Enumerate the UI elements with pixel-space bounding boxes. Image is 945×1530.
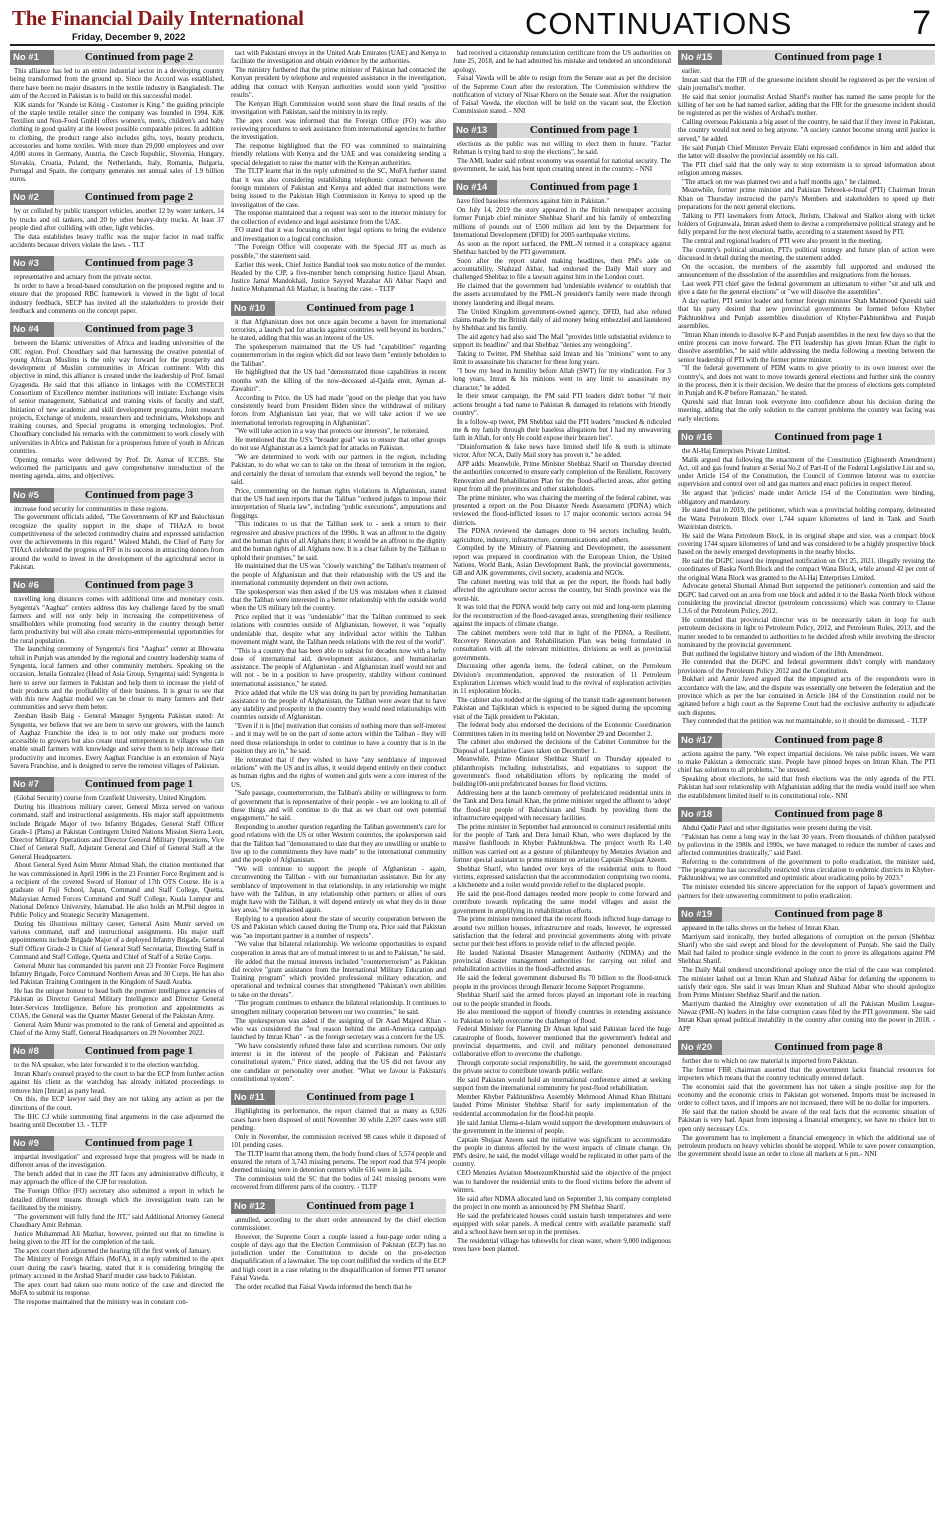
paragraph: Earlier this week, Chief Justice Bandial took suo motu notice of the murder. Headed by the CJP, a five-member bench comprising Justice Ijazul Ahsan, Justice Jamal Mandokhail, Justice Sayyed Mazahar Ali Akbar Naqvi and Justice Mohammad Ali Mazhar, is hearing the case. - TLTP: [231, 261, 446, 294]
paragraph: "Disinformation & fake news have limited shelf life & truth is ultimate victor. After NCA, Daily Mail story has proven it," he added.: [453, 444, 671, 460]
paragraph: The spokesperson was then asked if the US was mistaken when it claimed that the Taliban were interested in a better relationship with the outside world when the US military left the country.: [231, 588, 446, 613]
article-body: [10, 506, 224, 573]
paragraph: Soon after the report stated making headlines, then PM's aide on accountability, Shahzad Akbar, had endorsed the Daily Mail story and challenged Shehbaz to file a lawsuit against him in the London court.: [453, 257, 671, 282]
continued-label: Continued from page 2: [54, 190, 224, 205]
paragraph: CEO Menzies Aviation MoetezumKhurshid said the objective of the project was to handover the residential units to the flood victims before the advent of winters.: [453, 1170, 671, 1194]
paragraph: Qureshi said that Imran took everyone into confidence about his decision during the meeting, adding that the only solution to the current problems the country was facing was early elections.: [678, 398, 935, 423]
article: [10, 322, 224, 481]
article-body: [10, 596, 224, 771]
article-header: [10, 256, 224, 271]
article-number-tag: No #6: [10, 578, 54, 593]
paragraph: travelling long distances comes with additional time and monetary costs. Syngenta's "Aaghaz" centers address this key challenge faced by the small farmers and will not only help in increasing the competitiveness of smallholders while promoting food security in the country through better farm productivity but will also create micro-entrepreneurial opportunities for the rural population.: [10, 596, 224, 645]
paragraph: The Kenyan High Commission would soon share the final results of the investigation with Pakistan, said the ministry in its reply.: [231, 100, 446, 116]
article-header: [231, 1199, 446, 1214]
paragraph: Meanwhile, former prime minister and Pakistan Tehreek-e-Insaf (PTI) Chairman Imran Khan on Thursday instructed the party's Members and stakeholders to speed up their preparations for the next general elections.: [678, 187, 935, 211]
article-body: [231, 319, 446, 1085]
paragraph: Justice Muhammad Ali Mazhar, however, pointed out that no timeline is being given to the JIT for the completion of the task.: [10, 1230, 224, 1246]
article: [10, 578, 224, 771]
paragraph: The response highlighted that the FO was committed to maintaining friendly relations with Kenya and the UAE and was considering sending a special delegation to raise the matter with the Kenyan authorities.: [231, 143, 446, 167]
paragraph: The government officials added, "The Governments of KP and Balochistan recognize the quality support in the shape of THAzA to boost competitiveness of the selected commodity chains and expressed satisfaction over the achievements in this regard." Waleed Mahdi, the Chief of Party for THAzA celebrated the progress of FtF in its success in attracting donors from around the world to invest in the development of the agricultural sector in Pakistan.: [10, 514, 224, 571]
paragraph: "We value that bilateral relationship. We welcome opportunities to expand cooperation in areas that are of mutual interest to us and to Pakistan," he said.: [231, 941, 446, 957]
article-body: [678, 751, 935, 801]
paragraph: According to Price, the US had made "good on the pledge that you have consistently heard from President Biden since the withdrawal of military forces from Afghanistan last year, that we will take action if we see international terrorists regrouping in Afghanistan".: [231, 394, 446, 427]
paragraph: Referring to the commitment of the government to polio eradication, the minister said, "The programme has successfully restricted virus circulation to endemic districts in Khyber-Pakhtunkhwa; we are committed and optimistic about eradicating polio by 2023.": [678, 858, 935, 883]
paragraph: "This is a country that has been able to subsist for decades now with a hefty dose of international aid, development assistance, and humanitarian assistance. The people of Afghanistan - and Afghanistan itself would not and will not - be in a position to have prosperity, stability without continued international assistance," he stated.: [231, 647, 446, 688]
article-header: [678, 430, 935, 445]
continued-label: Continued from page 1: [722, 50, 935, 65]
paragraph: actions against the party. "We expect impartial decisions. We raise public issues. We want to make Pakistan a democratic state. People have pinned hopes on Imran Khan. The PTI chief has solutions to all problems," he stressed.: [678, 750, 935, 775]
article-body: [678, 1058, 935, 1159]
paragraph: The data establishes heavy traffic was the major factor in road traffic accidents because drivers violate the laws. - TLT: [10, 233, 224, 250]
paragraph: A day earlier, PTI senior leader and former foreign minister Shah Mahmood Qureshi said that his party desired that new provincial governments be formed before Khyber Pakhtunkhwa and Punjab assemblies dissolution of Khyber-Pakhtunkhwa and Punjab assemblies.: [678, 298, 935, 330]
article-number-tag: No #9: [10, 1136, 54, 1151]
article: [678, 1040, 935, 1159]
paragraph: He maintained that the US was "closely watching" the Taliban's treatment of the people of Afghanistan and that their relationship with the US and the international community dependent on their own actions.: [231, 563, 446, 587]
article-header: [10, 322, 224, 337]
paragraph: Only in November, the commission received 98 cases while it disposed of 101 pending cases.: [231, 1133, 446, 1149]
article-body: [678, 825, 935, 901]
column-1: [10, 50, 224, 1522]
paragraph: The response maintained that a request was sent to the interior ministry for the collection of evidence and legal assistance from the UAE.: [231, 210, 446, 226]
paragraph: The launching ceremony of Syngenta's first "Aaghaz" center at Bhowana tehsil in Punjab was attended by the regional and country leadership teams of Syngenta, local farmers and other community members. Speaking on the occasion, Jenaila Gonzalez (Head of Asia Group, Syngenta) said: Syngenta is here to serve our farmers in Pakistan and help them to increase the yield of their products and the profitability of their business. It is great to see that with this new Aaghaz model we can be closer to many farmers and their communities and serve them better.: [10, 646, 224, 712]
paragraph: The minister extended his sincere appreciation for the support of Japan's government and partners for their unwavering commitment to polio eradication.: [678, 884, 935, 900]
article-number-tag: No #17: [678, 733, 722, 748]
continued-label: Continued from page 1: [275, 1090, 446, 1105]
paragraph: increase food security for communities in these regions.: [14, 505, 169, 513]
article: [678, 430, 935, 727]
paragraph: The United Kingdom government-owned agency, DFID, had also refuted claims made by the British daily of aid money being embezzled and laundered by Shehbaz and his family.: [453, 308, 671, 333]
paragraph: Calling overseas Pakistanis a big asset of the country, he said that if they invest in Pakistan, the country would not need to beg anyone. "A society cannot become strong until justice is served," he added.: [678, 119, 935, 143]
paragraph: Federal Minister for Planning Dr Ahsan Iqbal said Pakistan faced the huge catastrophe of floods, however mentioned that the government's federal and provincial departments, and civil and military personnel demonstrated collaborative effort to overcome the challenge.: [453, 1026, 671, 1059]
continued-label: Continued from page 2: [54, 50, 224, 65]
paragraph: APP adds: Meanwhile, Prime Minister Shehbaz Sharif on Thursday directed the authorities concerned to ensure early completion of the Resilient, Recovery Renovation and Rehabilitation Plan for the flood-affected areas, after getting input from all the provinces and other stakeholders.: [453, 461, 671, 493]
paragraph: have filed baseless references against him in Pakistan.": [457, 198, 610, 206]
continued-label: Continued from page 1: [54, 1136, 224, 1151]
continued-label: Continued from page 8: [722, 1040, 935, 1055]
paragraph: Abdul Qadir Patel and other dignitaries were present during the visit.: [682, 824, 873, 832]
paragraph: The economist said that the government has not taken a single positive step for the economy and the economic crisis in Pakistan got worsened. Imports must be increased in order to collect taxes, and if imports are not increased, there will be no dollar for importers.: [678, 1083, 935, 1108]
paragraph: "The government will fully fund the JIT," said Additional Attorney General Chaudhary Amir Rehman.: [10, 1213, 224, 1229]
paragraph: He said that senior journalist Arshad Sharif's mother has named the same people for the killing of her son he had named earlier, adding that the FIR for the gruesome incident should be registered as per the wishes of Arshad's mother.: [678, 93, 935, 118]
article-body: [453, 198, 671, 1254]
continued-label: Continued from page 1: [722, 430, 935, 445]
paragraph: The government has to implement a financial emergency in which the additional use of petroleum products on heavy vehicles should be stopped. While to save power consumption, the government should issue an order to close all markets at 6 pm.- NNI: [678, 1134, 935, 1159]
article-body: [231, 50, 446, 295]
paragraph: Through corporate social responsibility, he said, the government encouraged the private sector to contribute towards public welfare.: [453, 1060, 671, 1076]
paragraph: The AML leader said robust economy was essential for national security. The government, he said, has bent upon creating unrest in the country. - NNI: [453, 157, 671, 174]
article-header: [678, 1040, 935, 1055]
paragraph: Imran said that the FIR of the gruesome incident should be registered as per the version of slain journalist's mother.: [678, 76, 935, 93]
paragraph: Price, commenting on the human rights violations in Afghanistan, stated that the US had seen reports that the Taliban "ordered judges to impose their interpretation of Sharia law", including "public executions", amputations and floggings.: [231, 487, 446, 520]
page-number: 7: [912, 4, 931, 42]
continued-label: Continued from page 1: [275, 1199, 446, 1214]
paragraph: Price replied that it was "undeniable" that the Taliban continued to seek relations with countries outside of Afghanistan, however, it was "equally undeniable that, despite what any individual actor within the Taliban movement might want, the Taliban needs relations with the rest of the world".: [231, 614, 446, 646]
article-number-tag: No #10: [231, 301, 275, 316]
paragraph: impartial investigation" and expressed hope that progress will be made in different areas of the investigation.: [10, 1154, 224, 1170]
paragraph: Talking to PTI lawmakers from Attock, Jhelum, Chakwal and Sialkot along with ticket holders of Gujranwala, Imran asked them to devise a comprehensive political strategy and be fully prepared for the next electoral battle, according to a statement issued by PTI.: [678, 212, 935, 237]
paragraph: appeared in the talks shows on the behest of Imran Khan.: [682, 924, 840, 932]
paragraph: The Foreign Office (FO) secretary also submitted a report in which he detailed different means through which the investigation team can be facilitated by the ministry.: [10, 1188, 224, 1212]
article: [10, 488, 224, 573]
paragraph: "Even if it is [the] motivation that consists of nothing more than self-interest - and it may well be on the part of some actors within the Taliban - they will need those relationships in order to continue to have a country that is in the position they are in," he said.: [231, 723, 446, 755]
paragraph: The prime minister mentioned that the recent floods inflicted huge damage to around two million houses, infrastructure and roads, however, he expressed satisfaction that the federal and provincial governments along with private sector put their best efforts to provide relief to the affected people.: [453, 916, 671, 949]
paragraph: The apex court was informed that the Foreign Office (FO) was also reviewing procedures to seek assistance from international agencies to further the investigation.: [231, 117, 446, 142]
paragraph: The federal body also endorsed the decisions of the Economic Coordination Committees taken in its meeting held on November 29 and December 2.: [453, 722, 671, 738]
paragraph: He contended that provincial director was to be necessarily taken in loop for such petroleum decisions in light to Petroleum Policy, 2012, and Petroleum Rules, 2013, and the matter needed to be remanded to authorities to be decided afresh while involving the director nominated by the provincial government.: [678, 616, 935, 649]
paragraph: He said Jamiat Ulema-e-Islam would support the development endeavours of the government in the interest of people.: [453, 1119, 671, 1135]
paragraph: Compiled by the Ministry of Planning and Development, the assessment report was prepared in coordination with the European Union, the United Nations, World Bank, Asian Development Bank, the provincial governments, GB and AJK governments, civil society, academia and NGOs.: [453, 545, 671, 578]
article-body: [10, 274, 224, 316]
paragraph: Opening remarks were delivered by Prof. Dr. Asmat of ICCBS. She welcomed the participants and gave comprehensive introduction of the meeting agenda, aims, and objectives.: [10, 456, 224, 481]
paragraph: Addressing here at the launch ceremony of prefabricated residential units in the Tank and Dera Ismail Khan, the prime minister urged the affluent to 'adopt' the flood-hit people of Balochistan and Sindh by providing them the infrastructure equipped with necessary facilities.: [453, 790, 671, 822]
article-number-tag: No #11: [231, 1090, 275, 1105]
paragraph: The spokesperson was asked if the assigning of Dr Asad Majeed Khan - who was considered the "real reason behind the anti-America campaign launched by Imran Khan" - as the foreign secretary was a concern for the US.: [231, 1017, 446, 1042]
paragraph: KiK stands for "Kunde ist König - Customer is King." the guiding principle of the staple textile retailer since the company was founded in 1994. KiK Textilien und Non-Food GmbH offers women's, men's, children's and baby clothing in good quality at the lowest possible comparable prices. In addition to clothing, the product range also includes gifts, toys, beauty products, accessories and home textiles. With more than 29,000 employees and over 4,000 stores in Germany, Austria, the Czech Republic, Slovenia, Hungary, Slovakia, Croatia, Poland, the Netherlands, Italy, Romania, Bulgaria, Portugal and Spain, the company generates net annual sales of 1.9 billion euros.: [10, 101, 224, 184]
paragraph: Shehbaz Sharif, who handed over keys of the residential units to flood victims, expressed satisfaction that the accommodation comprising two rooms, a kitchenette and a toilet would provide relief to the displaced people.: [453, 865, 671, 890]
article-body: [231, 1108, 446, 1192]
article-header: [10, 190, 224, 205]
paragraph: "We will take action in a way that protects our interests", he reiterated.: [235, 428, 430, 436]
paragraph: General Asim Munir was promoted to the rank of General and appointed as Chief of the Army Staff, General Headquarters on 29 November 2022.: [10, 1021, 224, 1038]
paragraph: The order recalled that Faisal Vawda informed the bench that he: [235, 1283, 412, 1291]
paragraph: The country's political situation, PTI's political strategy and future plan of action were discussed in detail during the meeting, the statement added.: [678, 246, 935, 263]
paragraph: it that Afghanistan does not once again become a haven for international terrorists, a launch pad for attacks against countries well beyond its borders," he stated, adding that this was an interest of the US.: [231, 318, 446, 343]
paragraph: He said the post-flood damages needed more people to come forward and contribute towards replicating the same model villages and assist the government in amplifying its rehabilitation efforts.: [453, 890, 671, 915]
paragraph: Responding to another question regarding the Taliban government's care for good relations with the US or other Western countries, the spokesperson said that the Taliban had "demonstrated to date that they are unwilling or unable to live up to the commitments they have made" to the international community and the people of Afghanistan.: [231, 824, 446, 865]
paragraph: Taking to Twitter, PM Shehbaz said Imran and his "minions" went to any limit to assassinate his character for these long years.: [453, 350, 671, 367]
article-number-tag: No #7: [10, 777, 54, 792]
paragraph: He said the Wana Petroleum Block, in its original shape and size, was a compact block covering 1744 square kilometres of land and was considered to be a highly prospective block based on the newly emerged developments in the nearby blocks.: [678, 532, 935, 557]
paragraph: In their smear campaign, the PM said PTI leaders didn't bother "if their actions brought a bad name to Pakistan & damaged its relations with friendly country".: [453, 393, 671, 417]
paragraph: On the occasion, the members of the assembly full supported and endorsed the announcement of the dissolution of the assemblies and resignations from the houses.: [678, 263, 935, 280]
column-2: [231, 50, 446, 1522]
article-header: [678, 733, 935, 748]
article-body: [231, 1217, 446, 1293]
article: [678, 50, 935, 424]
continued-label: Continued from page 3: [54, 256, 224, 271]
paragraph: The apex court had taken suo motu notice of the case and directed the MoFA to submit its response.: [10, 1281, 224, 1298]
paragraph: further due to which no raw material is imported from Pakistan.: [682, 1057, 858, 1065]
paragraph: He has the unique honour to head both the premier intelligence agencies of Pakistan as Director General Military Intelligence and Director General Inter-Services Intelligence. Before his promotion and appointments as COAS, the General was the Quarter Master General of the Pakistan Army.: [10, 988, 224, 1020]
article-number-tag: No #20: [678, 1040, 722, 1055]
continued-label: Continued from page 1: [497, 180, 671, 195]
paragraph: He also mentioned the support of friendly countries in extending assistance to Pakistan to help overcome the challenge of flood.: [453, 1009, 671, 1025]
masthead-rule: [10, 44, 935, 46]
paragraph: The response maintained that the ministry was in constant con-: [14, 1298, 188, 1306]
article: [453, 123, 671, 175]
paragraph: FO stated that it was focusing on other legal options to bring the evidence and investigation to a logical conclusion.: [231, 227, 446, 243]
paragraph: had received a citizenship renunciation certificate from the US authorities on June 25, 2018, and he had admitted his mistake and tendered an unconditional apology.: [453, 50, 671, 74]
article-body: [10, 208, 224, 250]
article: [10, 190, 224, 250]
paragraph: earlier.: [682, 68, 701, 75]
paragraph: between the Islamic universities of Africa and leading universities of the OIC region. Prof. Choudhary said that harnessing the creative potential of young African Muslims is the only way forward for the prosperity and development of Muslim communities in African continent. With this objective in mind, this alliance is created under the leadership of Prof. Ismail Gyagenda. He said that this alliance in linkages with the COMSTECH Consortium of Excellence member institutions will initiate: Exchange visits of senior management, Sabbatical and training visits of faculty and staff, Initiation of new academic and skill development programs, Joint research projects, Exchange of students, researchers and technicians, Workshops and training courses, and Special programs in emerging technologies. Prof. Choudhary concluded his remarks with the commitment to work closely with universities in Africa and Pakistan for a prosperous future of youth in African countries.: [10, 340, 224, 455]
article: [10, 256, 224, 316]
paragraph: Speaking about elections, he said that fresh elections was the only agenda of the PTI. Pakistan had sour relationship with Afghanistan adding that the media would itself see when the establishment limited itself to its constitutional role.- NNI: [678, 775, 935, 800]
paragraph: Captain Shujaat Azeem said the initiative was significant to accommodate the people in distress affected by the worst impacts of climate change. On PM's desire, he said, the model village would be replicated in other parts of the country.: [453, 1136, 671, 1169]
article: [678, 807, 935, 901]
paragraph: Imran Khan's counsel prayed to the court to bar the ECP from further action against his client as the watchdog has already initiated proceedings to remove him [Imran] as party head.: [10, 1071, 224, 1095]
article-header: [678, 50, 935, 65]
continued-label: Continued from page 8: [722, 733, 935, 748]
paragraph: He lauded National Disaster Management Authority (NDMA) and the provincial disaster management authorities for carrying out relief and rehabilitation activities in the flood-affected areas.: [453, 949, 671, 974]
paragraph: to the NA speaker, who later forwarded it to the election watchdog.: [14, 1062, 200, 1070]
column-3: [453, 50, 671, 1522]
paragraph: The cabinet also endorsed the decisions of the Cabinet Committee for the Disposal of Legislative Cases taken on December 1.: [453, 739, 671, 755]
article-header: [678, 807, 935, 822]
paragraph: He stated that in 2019, the petitioner, which was a provincial holding company, delineated the Wana Petroleum Block over 1,744 square kilometres of land in Tank and South Waziristan districts.: [678, 507, 935, 531]
paragraph: "The attack on me was planned two and a half months ago," he claimed.: [682, 178, 882, 186]
paragraph: The PDNA reviewed the damages done to 94 sectors including health, agriculture, industry, infrastructure, communications and others.: [453, 528, 671, 544]
paragraph: Faisal Vawda will be able to resign from the Senate seat as per the decision of the Supreme Court after the restoration. The Commission withdrew the notification of victory of Nisar Khoro on the Senate seat. After the resignation of Faisal Vawda, the election will be held on the vacant seat, the Election Commission stated. - NNI: [453, 75, 671, 116]
article-header: [678, 907, 935, 922]
paragraph: "We are determined to work with our partners in the region, including Pakistan, to do what we can to take on the threat of terrorism in the region, and certainly the threat of terrorism that extends well beyond the region," he said.: [231, 454, 446, 486]
paragraph: The Daily Mail tendered unconditional apology once the trial of the case was completed. The minister lashed out at Imran Khan and Shahzad Akbar for defaming the opponents to satisfy their egos. She said it was Imran Khan and Shahzad Akbar who should apologize from Prime Minister Shehbaz Sharif and the nation.: [678, 967, 935, 1000]
article: [231, 1090, 446, 1192]
paragraph: He added that the mutual interests included "counterterrorism" as Pakistan did receive "grant assistance from the International Military Education and Training program" which provided professional military education, and operational and technical courses that strengthened "Pakistan's own abilities to take on the threats".: [231, 958, 446, 999]
article-number-tag: No #12: [231, 1199, 275, 1214]
article: [10, 1044, 224, 1130]
paragraph: In a follow-up tweet, PM Shehbaz said the PTI leaders "mocked & ridiculed me & my family through their baseless allegations but I had my unwavering faith in Allah, for only He could expose their brazen lies".: [453, 418, 671, 443]
paragraph: Marriyum said ironically, they hurled allegations of corruption on the person (Shehbaz Sharif) who she said swept and blood for the development of Punjab. She said the Daily Mail had failed to produce single evidence in the court to prove its allegations against PM Shehbaz Sharif.: [678, 933, 935, 966]
paragraph: He said after NDMA allocated land on September 3, his company completed the project in one month as announced by PM Shehbaz Sharif.: [453, 1195, 671, 1211]
paragraph: The Ministry of Foreign Affairs (MoFA), in a reply submitted to the apex court during the case's hearing, stated that it is considering bringing the primary accused in the Arshad Sharif murder case back to Pakistan.: [10, 1256, 224, 1281]
article-body: [453, 141, 671, 175]
paragraph: The cabinet meeting was told that as per the report, the floods had badly affected the agriculture sector across the country, but Sindh province was the worst-hit.: [453, 579, 671, 603]
article: [231, 50, 446, 295]
paragraph: In order to have a broad-based consultation on the proposed regime and to ensure that the proposed RBC framework is viewed in the light of local industry feedback, SECP has invited all the stakeholders to provide their feedback and comments on the concept paper.: [10, 283, 224, 315]
paragraph: "Pakistan has come a long way in the last 30 years. From thousands of children paralysed by poliovirus in the 1980s and 1990s, we have managed to reduce the number of cases and affected communities drastically," said Patel.: [678, 833, 935, 858]
newspaper-title: The Financial Daily International: [12, 6, 304, 30]
article-number-tag: No #5: [10, 488, 54, 503]
article-body: [10, 1062, 224, 1130]
paragraph: About General Syed Asim Munir Ahmad Shah, the citation mentioned that he was commissioned in April 1986 in the 23 Frontier Force Regiment and is a recipient of the coveted Sword of Honour of 17th OTS Course. He is a graduate of Fuji School, Japan, Command and Staff College, Quetta, Malaysian Armed Forces Command and Staff College, Kuala Lumpur and National Defence University, Islamabad. He also holds an M.Phil degree in Public Policy and Strategic Security Management.: [10, 862, 224, 920]
paragraph: The cabinet members were told that in light of the PDNA, a Resilient, Recovery Renovation and Rehabilitation Plan was being formulated in consultation with all the relevant ministries, divisions as well as provincial governments.: [453, 629, 671, 662]
paragraph: "If the federal government of PDM wants to give priority to its own interest over the country's, and does not want to move towards general elections and further sink the country in the process, then it is their decision. We desire that the process of elections gets completed in Punjab and K-P before Ramazan," he stated.: [678, 365, 935, 398]
paragraph: General Munir has commanded his parent unit 23 Frontier Force Regiment Infantry Brigade, Force Command Northern Areas and 30 Corps. He has also led Pakistan Training Contingent in the Kingdom of Saudi Arabia.: [10, 962, 224, 987]
section-title: CONTINUATIONS: [525, 6, 793, 41]
article: [678, 907, 935, 1034]
paragraph: The spokesperson maintained that the US had "capabilities" regarding counterterrorism in the region which did not leave them "entirely beholden to the Taliban".: [231, 344, 446, 368]
paragraph: representative and actuary from the private sector.: [14, 274, 152, 282]
paragraph: tact with Pakistani envoys in the United Arab Emirates (UAE) and Kenya to facilitate the investigation and obtain evidence by the authorities.: [231, 50, 446, 66]
paragraph: As soon as the report surfaced, the PML-N termed it a conspiracy against Shehbaz hatched by the PTI government.: [453, 240, 671, 257]
paragraph: He contended that the DGPC and federal government didn't comply with mandatory provisions of the Petroleum Policy 2012 and the Constitution.: [678, 659, 935, 675]
paragraph: During his illustrious military career, General Mirza served on various command, staff and instructional assignments. His major staff appointments include Brigade Major of two Infantry Brigades, General Staff Officer Grade-1 (Plans) at Pakistan Contingent United Nations Mission Sierra Leon, Director Military Operations and Director General Military Operations, Vice Chief of General Staff, Adjutant General and Chief of General Staff at the General Headquarters.: [10, 803, 224, 861]
article-header: [10, 777, 224, 792]
paragraph: Marriyum thanked the Almighty over exoneration of all the Pakistan Muslim League-Nawaz (PML-N) leaders in the false corruption cases filed by the PTI government. She said Imran Khan spread political instability in the country after coming into the power in 2018. - APP: [678, 1000, 935, 1033]
article-header: [10, 488, 224, 503]
paragraph: Member Khyber Pakhtunkhwa Assembly Mehmood Ahmad Khan Bhittani lauded Prime Minister Shehbaz Sharif for early implementation of the residential accommodation for the flood-hit people.: [453, 1094, 671, 1118]
paragraph: The aid agency had also said The Mail "provides little substantial evidence to support its headline" and that Shehbaz "denies any wrongdoing".: [453, 333, 671, 350]
paragraph: He reiterated that if they wished to have "any semblance of improved relations" with the US and its allies, it would depend entirely on their conduct as human rights and the rights of women and girls were a core interest of the US.: [231, 756, 446, 789]
article-header: [10, 578, 224, 593]
article-header: [231, 301, 446, 316]
article-body: [10, 340, 224, 481]
paragraph: On this, the ECP lawyer said they are not taking any action as per the directions of the court.: [10, 1096, 224, 1112]
article-number-tag: No #14: [453, 180, 497, 195]
paragraph: He said Pakistan would hold an international conference aimed at seeking support from the international community for post-flood rehabilitation.: [453, 1077, 671, 1093]
continued-label: Continued from page 8: [722, 807, 935, 822]
paragraph: The ministry furthered that the prime minister of Pakistan had contacted the Kenyan president by telephone and requested assistance in the investigation, adding that contact with Kenyan authorities would soon yield "positive results".: [231, 67, 446, 99]
paragraph: The former FBR chairman asserted that the government lacks financial resources for importers which means that the country technically entered default.: [678, 1066, 935, 1083]
article-number-tag: No #1: [10, 50, 54, 65]
article-body: [678, 925, 935, 1034]
article-header: [453, 123, 671, 138]
article-body: [678, 68, 935, 424]
paragraph: "This indicates to us that the Taliban seek to - seek a return to their regressive and abusive practices of the 1990s. It was an affront to the dignity and the human rights of all Afghans then; it would be an affront to the dignity and the human rights of all Afghans now. It is a clear failure by the Taliban to uphold their promises," he said.: [231, 521, 446, 562]
paragraph: Malik argued that following the enactment of the Constitution (Eighteenth Amendment) Act, oil and gas found feature at Serial No.2 of Part-II of the Federal Legislative List and so, under Article 154 of the Constitution, the Council of Common Interest was to exercise supervision and control over oil and gas matters and enact policies in respect thereof.: [678, 456, 935, 489]
paragraph: He argued that 'policies' made under Article 154 of the Constitution were binding, obligatory and mandatory.: [678, 490, 935, 506]
continued-label: Continued from page 1: [54, 777, 224, 792]
continued-label: Continued from page 1: [275, 301, 446, 316]
paragraph: He said Punjab Chief Minister Pervaiz Elahi expressed confidence in him and added that the latter will dissolve the provincial assembly on his call.: [678, 144, 935, 160]
paragraph: It was told that the PDNA would help carry out mid and long-term planning for the reconstruction of the flood-ravaged areas, strengthening their resilience against the impacts of climate change.: [453, 604, 671, 628]
article-body: [10, 795, 224, 1038]
continued-label: Continued from page 1: [497, 123, 671, 138]
paragraph: by or collided by public transport vehicles, another 12 by water tankers, 14 by trucks and oil tankers, and 20 by other heavy-duty trucks. At least 37 people died after colliding with other, light vehicles.: [10, 208, 224, 232]
paragraph: Highlighting its performance, the report claimed that as many as 6,926 cases have been disposed of until November 30 while 2,207 cases were still pending.: [231, 1108, 446, 1132]
issue-date: Friday, December 9, 2022: [72, 32, 186, 43]
article-header: [10, 1044, 224, 1059]
paragraph: The central and regional leaders of PTI were also present in the meeting.: [682, 238, 883, 246]
paragraph: The IHC CJ while summoning final arguments in the case adjourned the hearing until December 13. - TLTP: [10, 1113, 224, 1129]
paragraph: The TLTP learnt that among them, the body found clues of 5,574 people and ensured the return of 3,743 missing persons. The report read that 974 people deemed missing were in detention centers while 616 were in jails.: [231, 1150, 446, 1175]
column-4: [678, 50, 935, 1522]
continued-label: Continued from page 1: [54, 1044, 224, 1059]
paragraph: This alliance has led to an entire industrial sector in a developing country being transformed from the ground up. Since the Accord was established, there have been no major disasters in the textile industry in Bangladesh. The aim of the Accord in Pakistan is to build on this successful model.: [10, 68, 224, 100]
paragraph: The residential village has tubewells for clean water, where 9,000 indigenous trees have been planted.: [453, 1237, 671, 1254]
paragraph: He highlighted that the US had "demonstrated those capabilities in recent months with the killing of the now-deceased al-Qaida emir, Ayman al-Zawahiri".: [231, 369, 446, 393]
paragraph: The bench added that in case the JIT faces any administrative difficulty, it may approach the office of the CJP for resolution.: [10, 1171, 224, 1187]
paragraph: Last week PTI chief gave the federal government an ultimatum to either "sit and talk and give a date for the general elections" or "we will dissolve the assemblies".: [678, 281, 935, 297]
paragraph: Meanwhile, Prime Minister Shehbaz Sharif on Thursday appealed to philanthropists including industrialists, and expatriates to support the government's flood rehabilitation efforts by replicating the model of building100-unit prefabricated houses for flood victims.: [453, 756, 671, 789]
paragraph: He said the prefabricated houses could sustain harsh temperatures and were equipped with solar panels. A medical centre with available paramedic staff and a school have been set up in the premises.: [453, 1212, 671, 1237]
paragraph: "We will continue to support the people of Afghanistan - again, circumventing the Taliban - with our humanitarian assistance. But for any semblance of improvement in that relationship, in any relationship we might have with the Taliban, in any relationship other partners or allies of ours might have with the Taliban, it will depend entirely on what they do in those key areas," he emphasised again.: [231, 865, 446, 915]
paragraph: Zeeshan Hasib Baig - General Manager Syngenta Pakistan stated: At Syngenta, we believe that we are here to serve our growers, with the launch of Aaghaz Franchise the idea is to not only make our products more accessible to growers but also create rural entrepreneurs in villages who can enable small farmers with knowledge and serve them to help increase their productivity and incomes. Every Aaghaz Franchise is an extension of Naya Savera Franchise, and is designed to serve the remotest villages of Pakistan.: [10, 713, 224, 770]
article-number-tag: No #2: [10, 190, 54, 205]
article: [678, 733, 935, 801]
article: [10, 1136, 224, 1307]
masthead: [10, 6, 935, 44]
paragraph: Price added that while the US was doing its part by providing humanitarian assistance to the people of Afghanistan, the Taliban were aware that to have any stability and prosperity in the country they would need relationships with countries outside of Afghanistan.: [231, 689, 446, 722]
continued-label: Continued from page 3: [54, 322, 224, 337]
article-header: [10, 50, 224, 65]
article: [10, 50, 224, 184]
paragraph: During his illustrious military career, General Asim Munir served on various command, staff and instructional assignments. His major staff appointments include Brigade Major of a deployed Infantry Brigade, General Staff Officer Grade-2 in Chief of General Staff Secretariat, Directing Staff in Command and Staff College, Quetta and Chief of Staff of a Strike Corps.: [10, 920, 224, 962]
paragraph: The commission told the SC that the bodies of 241 missing persons were recovered from different parts of the country. - TLTP: [231, 1176, 446, 1192]
paragraph: However, the Supreme Court a couple issued a four-page order ruling a couple of days ago that the Election Commission of Pakistan (ECP) has no jurisdiction under the Constitution to decide on the pre-election disqualification of a lawmaker. The top court nullified the verdicts of the ECP and high court in a case relating to the disqualification of former PTI senator Faisal Vawda.: [231, 1233, 446, 1283]
article-body: [10, 68, 224, 184]
article: [453, 50, 671, 117]
article-body: [453, 50, 671, 117]
paragraph: Replying to a question about the state of security cooperation between the US and Pakistan which caused during the Trump era, Price said that Pakistan was "an important partner in a number of respects".: [231, 916, 446, 940]
paragraph: He mentioned that the US's "broader goal" was to ensure that other groups do not use Afghanistan as a launch pad for attacks on Pakistan.: [231, 437, 446, 453]
paragraph: On July 14, 2019 the story appeared in the British newspaper accusing former Punjab chief minister Shehbaz Sharif and his family of embezzling millions of pounds out of £500 million aid lent by the Department for International Development (DFID) for 2005 earthquake victims.: [453, 207, 671, 239]
article-number-tag: No #13: [453, 123, 497, 138]
article-number-tag: No #18: [678, 807, 722, 822]
paragraph: Bukhari and Aamir Javed argued that the impugned acts of the respondents were in accordance with the law, and the dispute was essentially one between the federation and the province which as per the bar contained in Article 184 of the Constitution could not be agitated before a high court as the Supreme Court had the exclusive authority to adjudicate such disputes.: [678, 676, 935, 717]
article-header: [453, 180, 671, 195]
paragraph: "Imran Khan intends to dissolve K-P and Punjab assemblies in the next few days so that the entire process can move forward. The PTI leadership has given Imran Khan the right to dissolve assemblies," he said while addressing the media following a meeting between the senior leadership of PTI with the former prime minister.: [678, 331, 935, 364]
paragraph: "I bow my head in humility before Allah (SWT) for my vindication. For 3 long years, Imran & his minions went to any limit to assassinate my character," he added.: [453, 368, 671, 392]
article-header: [10, 1136, 224, 1151]
paragraph: Shehbaz Sharif said the armed forces played an important role in reaching out to the people stranded in floods.: [453, 992, 671, 1008]
continued-label: Continued from page 3: [54, 578, 224, 593]
paragraph: annulled, according to the short order announced by the chief election commissioner.: [231, 1216, 446, 1232]
paragraph: Advocate general Shumail Ahmad Butt supported the petitioner's contention and said the DGPC had carved out an area from one block and added it to the Baska North block without considering the provincial director (petroleum concessions) which was contrary to Clause 1.3.6 of the Petroleum Policy, 2012.: [678, 583, 935, 616]
paragraph: He claimed that the government had 'undeniable evidence' to establish that the assets accumulated by the PML-N president's family were made through money laundering and illegal means.: [453, 283, 671, 307]
article-number-tag: No #3: [10, 256, 54, 271]
paragraph: He said the DGPC issued the impugned notification on Oct 25, 2021, illegally revising the coordinates of Baska North Block and the compact Wana Block, while around 42 per cent of the original Wana Block was granted to the Al-Haj Enterprises Limited.: [678, 557, 935, 582]
paragraph: He said the federal government disbursed Rs 70 billion to the flood-struck people in the provinces through Benazir Income Support Programme.: [453, 975, 671, 991]
paragraph: The cabinet also nodded at the signing of the transit trade agreement between Pakistan and Tajikistan which is expected to be signed during the upcoming visit of the Tajik president to Pakistan.: [453, 696, 671, 721]
article-number-tag: No #19: [678, 907, 722, 922]
paragraph: "The program continues to enhance the bilateral relationship. It continues to strengthen military cooperation between our two countries," he said.: [231, 1000, 446, 1016]
article-number-tag: No #15: [678, 50, 722, 65]
paragraph: The PTI chief said that the only way to stop extremism is to spread information about religion among masses.: [678, 161, 935, 177]
paragraph: The apex court then adjourned the hearing till the first week of January.: [14, 1247, 212, 1255]
article-number-tag: No #8: [10, 1044, 54, 1059]
article: [10, 777, 224, 1038]
article: [231, 301, 446, 1085]
article-header: [231, 1090, 446, 1105]
article: [231, 1199, 446, 1293]
paragraph: The prime minister in September had announced to construct residential units for the people of Tank and Dera Ismail Khan, who were displaced by the massive flashfloods in Khyber Pakhtunkhwa. The project worth Rs 1.40 million was carried out as a gesture of philanthropy by Menzies Aviation and former special assistant to prime minister on aviation Captain Shujaat Azeem.: [453, 823, 671, 864]
paragraph: The TLTP learnt that in the reply submitted to the SC, MoFA further stated that it was also considering establishing telephonic contact between the foreign ministers of Pakistan and Kenya and added that instructions were being issued to the Pakistan High Commission in Kenya to speed up the investigation of the case.: [231, 168, 446, 209]
paragraph: elections as the public was not willing to elect them in future. "Fazlur Rehman is trying hard to stop the elections", he said.: [453, 140, 671, 157]
paragraph: Butt outlined the legislative history and wisdom of the 18th Amendment.: [682, 650, 884, 658]
paragraph: the Al-Haj Enterprises Private Limited.: [682, 447, 791, 455]
paragraph: Discussing other agenda items, the federal cabinet, on the Petroleum Division's recommendation, approved the restoration of 11 Petroleum Exploration Licenses which would lead to the revival of exploration activities in 11 exploration blocks.: [453, 663, 671, 696]
paragraph: "The Foreign Office will cooperate with the Special JIT as much as possible," the statement said.: [231, 244, 446, 260]
paragraph: "Safe passage, counterterrorism, the Taliban's ability or willingness to form of government that is representative of their people - we are looking to all of these things and will continue to do that as we chart our own potential engagement," he said.: [231, 790, 446, 823]
paragraph: He said that the nation should be aware of the real facts that the economic situation of Pakistan is very bad. Apart from imposing a financial emergency, we have no choice but to open only necessary LCs.: [678, 1109, 935, 1133]
paragraph: The prime minister, who was chairing the meeting of the federal cabinet, was presented a report on the Post Disaster Needs Assessment (PDNA) which reviewed the flood-inflicted losses to 17 major economic sectors across 94 districts.: [453, 494, 671, 527]
article-number-tag: No #4: [10, 322, 54, 337]
article-number-tag: No #16: [678, 430, 722, 445]
paragraph: (Global Security) course from Cranfield University, United Kingdom.: [14, 795, 207, 803]
article: [453, 180, 671, 1254]
article-body: [10, 1154, 224, 1307]
continued-label: Continued from page 3: [54, 488, 224, 503]
continued-label: Continued from page 8: [722, 907, 935, 922]
article-body: [678, 448, 935, 727]
paragraph: They contended that the petition was not maintainable, so it should be dismissed. - TLTP: [682, 718, 927, 726]
paragraph: "We have consistently refuted these false and scurrilous rumours. Our only interest is in the interest of the people of Pakistan and Pakistan's constitutional system," Price stated, adding that the US did not favour any one candidate or personality over another. "What we favour is Pakistan's constitutional system".: [231, 1042, 446, 1083]
